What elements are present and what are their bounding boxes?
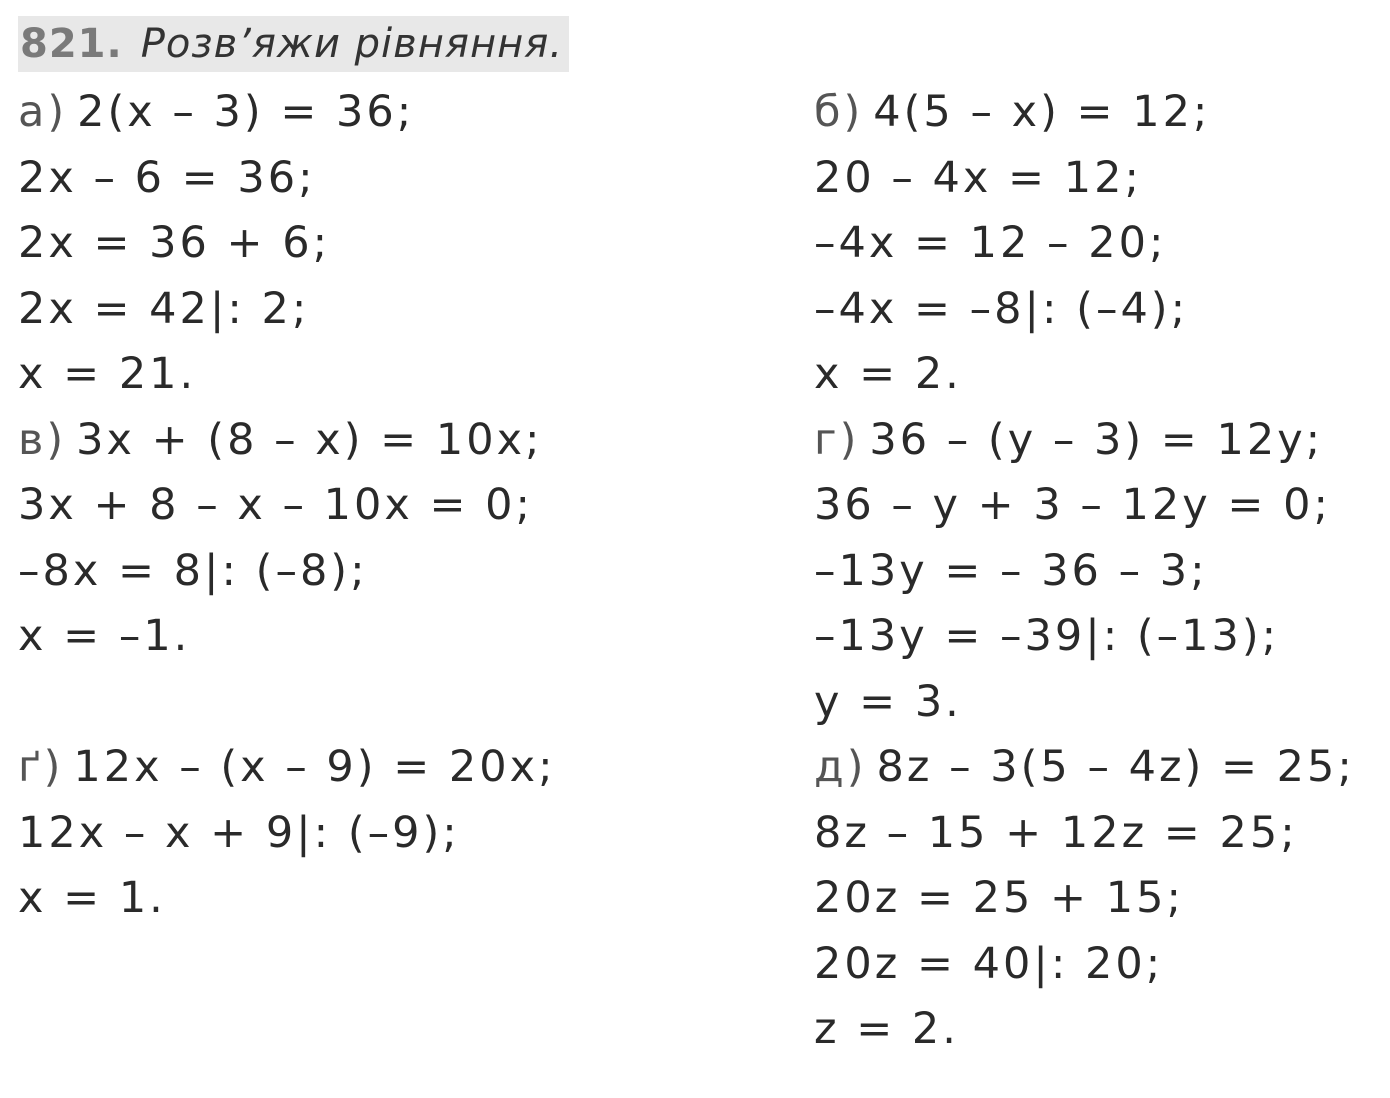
problem-g-step: –13y = – 36 – 3; [814, 545, 1208, 596]
problem-d-statement [814, 735, 1355, 801]
problem-a-step: 2x – 6 = 36; [18, 152, 316, 203]
problem-g-prime-step: 12x – x + 9|: (–9); [18, 807, 460, 858]
problem-d-step: 8z – 15 + 12z = 25; [814, 807, 1298, 858]
problem-g-prime-statement [18, 735, 556, 801]
problem-b-equation: 4(5 – x) = 12; [873, 87, 1211, 137]
problem-g-prime-label: ґ) [18, 742, 64, 792]
problem-d-equation: 8z – 3(5 – 4z) = 25; [876, 742, 1355, 792]
problem-b-statement [814, 80, 1355, 146]
problem-v-statement [18, 408, 556, 474]
right-column [814, 80, 1355, 1063]
problem-v-equation: 3x + (8 – x) = 10x; [76, 414, 543, 465]
problem-d-answer: z = 2. [814, 1004, 959, 1054]
problem-g-step: –13y = –39|: (–13); [814, 611, 1280, 661]
problem-a-label: а) [18, 87, 68, 137]
problem-a-statement [18, 80, 556, 146]
problem-g-equation: 36 – (y – 3) = 12y; [869, 414, 1324, 465]
problem-a-step: 2x = 36 + 6; [18, 218, 331, 268]
problem-b-label: б) [814, 87, 864, 137]
problem-g-statement [814, 408, 1355, 474]
exercise-header [18, 16, 569, 72]
problem-b-step: –4x = 12 – 20; [814, 218, 1167, 268]
problem-v-answer: x = –1. [18, 611, 191, 661]
problem-v-label: в) [18, 414, 67, 465]
problem-g-step: 36 – y + 3 – 12y = 0; [814, 480, 1331, 530]
spacer [18, 670, 556, 736]
problem-a-equation: 2(x – 3) = 36; [77, 87, 415, 137]
problem-g-label: г) [814, 414, 860, 465]
problem-d-step: 20z = 25 + 15; [814, 873, 1184, 923]
problem-a-answer: x = 21. [18, 349, 197, 399]
exercise-task: Розв’яжи рівняння. [140, 21, 564, 67]
problem-d-label: д) [814, 742, 867, 792]
problem-v-step: –8x = 8|: (–8); [18, 545, 368, 596]
problem-b-answer: x = 2. [814, 349, 962, 399]
problem-a-step: 2x = 42|: 2; [18, 283, 310, 334]
problem-b-step: –4x = –8|: (–4); [814, 283, 1189, 334]
problem-d-step: 20z = 40|: 20; [814, 938, 1164, 989]
problem-g-prime-equation: 12x – (x – 9) = 20x; [73, 742, 556, 792]
left-column [18, 80, 556, 932]
problem-g-prime-answer: x = 1. [18, 873, 166, 923]
problem-v-step: 3x + 8 – x – 10x = 0; [18, 480, 534, 530]
problem-g-answer: y = 3. [814, 676, 962, 727]
exercise-number: 821. [20, 21, 123, 67]
problem-b-step: 20 – 4x = 12; [814, 152, 1142, 203]
